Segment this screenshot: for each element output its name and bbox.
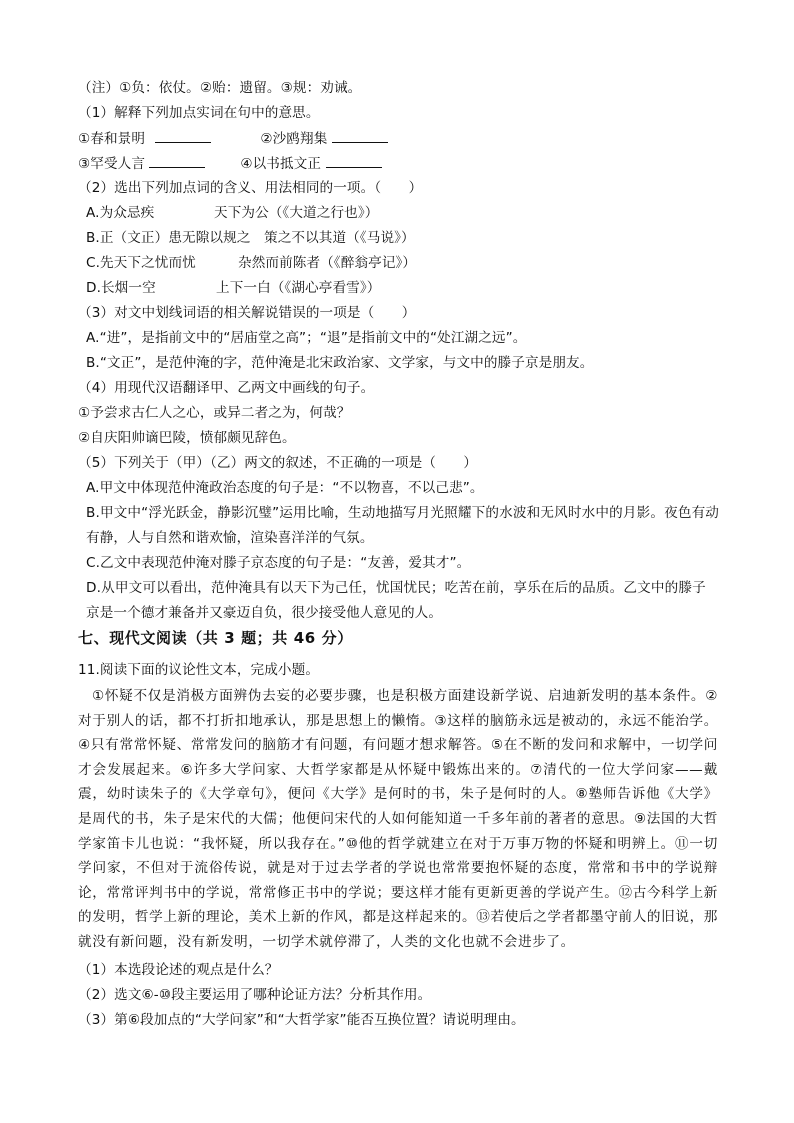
section-heading: 七、现代文阅读（共 3 题；共 46 分） (78, 629, 353, 647)
q2-option-a-left: A.为众忌疾 (86, 205, 155, 221)
answer-blank-3[interactable] (149, 153, 205, 168)
q3-option-a: A.“进”，是指前文中的“居庙堂之高”；“退”是指前文中的“处江湖之远”。 (86, 330, 527, 346)
q2-option-d (86, 278, 380, 298)
q3-option-b: B.“文正”，是范仲淹的字，范仲淹是北宋政治家、文学家，与文中的滕子京是朋友。 (86, 355, 594, 371)
q1-item-4: ④以书抵文正 (240, 156, 322, 172)
answer-blank-4[interactable] (326, 153, 382, 168)
q1-row-1 (78, 128, 388, 149)
q4-stem: （4）用现代汉语翻译甲、乙两文中画线的句子。 (78, 380, 375, 396)
q11-sub-2: （2）选文⑥-⑩段主要运用了哪种论证方法？分析其作用。 (78, 987, 432, 1003)
q2-option-d-right: 上下一白（《湖心亭看雪》） (216, 280, 381, 296)
q2-option-c-right: 杂然而前陈者（《醉翁亭记》） (238, 255, 417, 271)
q2-stem: （2）选出下列加点词的含义、用法相同的一项。（ ） (78, 180, 423, 196)
q4-item-1: ①予尝求古仁人之心，或异二者之为，何哉？ (78, 405, 351, 421)
q5-option-c: C.乙文中表现范仲淹对滕子京态度的句子是：“友善，爱其才”。 (86, 555, 471, 571)
q4-item-2: ②自庆阳帅谪巴陵，愤郁颇见辞色。 (78, 430, 296, 446)
answer-blank-2[interactable] (332, 128, 388, 143)
q2-option-b (86, 228, 415, 248)
q1-item-2: ②沙鸥翔集 (260, 131, 328, 147)
answer-blank-1[interactable] (155, 128, 211, 143)
q11-sub-1: （1）本选段论述的观点是什么？ (78, 962, 279, 978)
q5-stem: （5）下列关于（甲）（乙）两文的叙述，不正确的一项是（ ） (78, 455, 478, 471)
q2-option-d-left: D.长烟一空 (86, 280, 156, 296)
q1-item-1: ①春和景明 (78, 131, 146, 147)
q1-item-3: ③罕受人言 (78, 156, 146, 172)
q11-intro: 11.阅读下面的议论性文本，完成小题。 (78, 662, 320, 678)
q2-option-b-left: B.正（文正）患无隙以规之 (86, 230, 251, 246)
q5-option-d-line2: 京是一个德才兼备并又豪迈自负，很少接受他人意见的人。 (86, 605, 443, 621)
q11-passage: ①怀疑不仅是消极方面辨伪去妄的必要步骤，也是积极方面建设新学说、启迪新发明的基本条件。②对于别人的话，都不打折扣地承认，那是思想上的懒惰。③这样的脑筋永远是被动的，永远不能治学。④只有常常怀疑、常常发问的脑筋才有问题，有问题才想求解答。⑤在不断的发问和求解中，一切学问才会发展起来。⑥许多大学问家、大哲学家都是从怀疑中锻炼出来的。⑦清代的一位大学问家——戴震，幼时读朱子的《大学章句》，便问《大学》是何时的书，朱子是何时的人。⑧塾师告诉他《大学》是周代的书，朱子是宋代的大儒；他便问宋代的人如何能知道一千多年前的著者的意思。⑨法国的大哲学家笛卡儿也说：“我怀疑，所以我存在。”⑩他的哲学就建立在对于万事万物的怀疑和明辨上。⑪一切学问家，不但对于流俗传说，就是对于过去学者的学说也常常要抱怀疑的态度，常常和书中的学说辩论，常常评判书中的学说，常常修正书中的学说；要这样才能有更新更善的学说产生。⑫古今科学上新的发明，哲学上新的理论，美术上新的作风，都是这样起来的。⑬若使后之学者都墨守前人的旧说，那就没有新问题，没有新发明，一切学术就停滞了，人类的文化也就不会进步了。 (78, 688, 718, 950)
q2-option-a (86, 203, 378, 223)
notes-line: （注）①负：依仗。②贻：遗留。③规：劝诫。 (78, 80, 362, 96)
q1-stem: （1）解释下列加点实词在句中的意思。 (78, 105, 320, 121)
q2-option-b-right: 策之不以其道（《马说》） (264, 230, 415, 246)
q5-option-b-line2: 有静，人与自然和谐欢愉，渲染喜洋洋的气氛。 (86, 530, 374, 546)
q2-option-a-right: 天下为公（《大道之行也》） (214, 205, 379, 221)
q2-option-c (86, 253, 416, 273)
q5-option-b-line1: B.甲文中“浮光跃金，静影沉璧”运用比喻，生动地描写月光照耀下的水波和无风时水中的月影。夜色有动 (86, 505, 720, 521)
q5-option-a: A.甲文中体现范仲淹政治态度的句子是：“不以物喜，不以己悲”。 (86, 480, 484, 496)
q11-sub-3: （3）第⑥段加点的“大学问家”和“大哲学家”能否互换位置？请说明理由。 (78, 1012, 525, 1028)
q5-option-d-line1: D.从甲文可以看出，范仲淹具有以天下为己任，忧国忧民；吃苦在前，享乐在后的品质。乙文中的滕子 (86, 580, 706, 596)
q2-option-c-left: C.先天下之忧而忧 (86, 255, 196, 271)
q1-row-2 (78, 153, 382, 174)
q3-stem: （3）对文中划线词语的相关解说错误的一项是（ ） (78, 305, 416, 321)
